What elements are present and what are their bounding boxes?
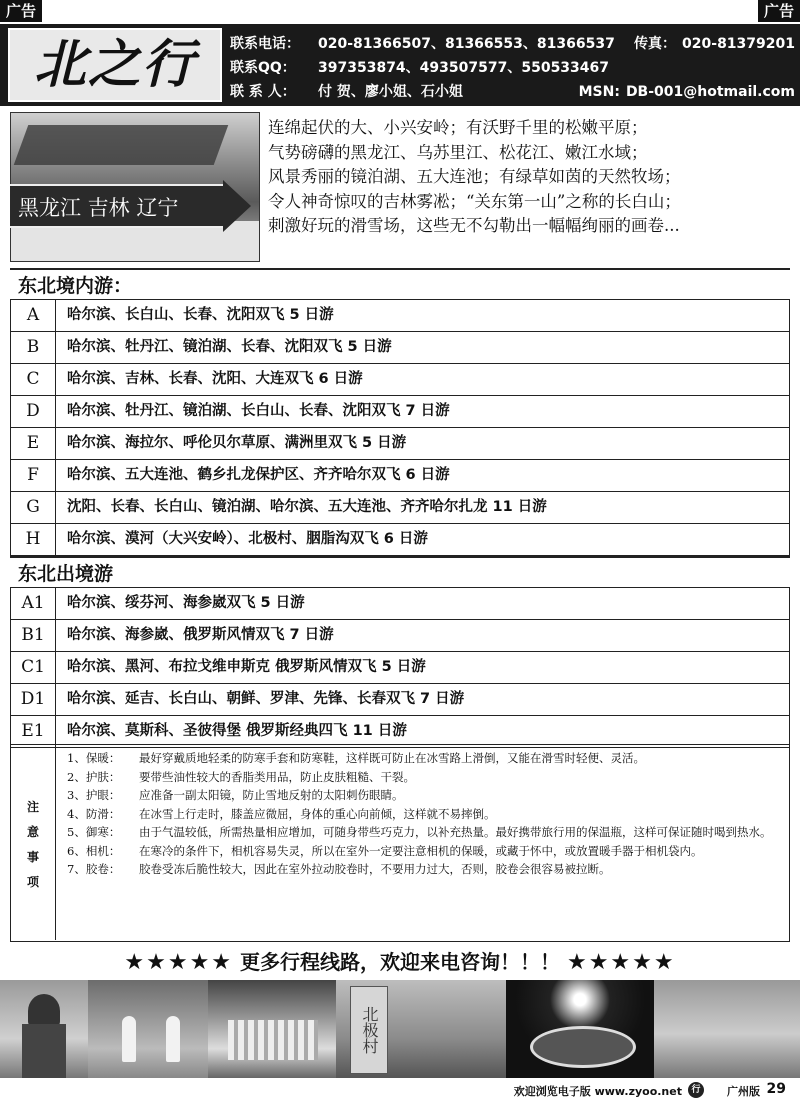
intro-line: 风景秀丽的镜泊湖、五大连池；有绿草如茵的天然牧场； [268, 167, 681, 186]
qq-value: 397353874、493507577、550533467 [318, 60, 610, 76]
person-value: 付 贺、廖小姐、石小姐 [318, 84, 463, 100]
note-item [67, 768, 783, 787]
route-code: A [11, 300, 56, 331]
route-row [11, 428, 789, 460]
note-text: 在冰雪上行走时，膝盖应微屈，身体的重心向前倾，这样就不易摔倒。 [139, 806, 496, 821]
route-code: C [11, 364, 56, 395]
note-item [67, 823, 783, 842]
route-row [11, 684, 789, 716]
route-code: B1 [11, 620, 56, 651]
abroad-section-title: 东北出境游 [10, 556, 790, 588]
note-item [67, 842, 783, 861]
route-row [11, 300, 789, 332]
fax-value: 020-81379201 [682, 36, 795, 52]
note-text: 最好穿戴质地轻柔的防寒手套和防寒鞋，这样既可防止在冰雪路上滑倒，又能在滑雪时轻便、灵活。 [139, 751, 645, 765]
photo-gallery [0, 980, 800, 1078]
route-desc: 哈尔滨、吉林、长春、沈阳、大连双飞 6 日游 [67, 371, 363, 387]
route-code: D [11, 396, 56, 427]
crane-bird [122, 1016, 136, 1062]
north-village-stone: 北极村 [350, 986, 388, 1074]
route-code: F [11, 460, 56, 491]
msn-group [579, 80, 795, 104]
notes-label [11, 745, 56, 940]
route-row [11, 332, 789, 364]
note-label: 6、相机： [67, 843, 121, 858]
msn-value: DB-001@hotmail.com [625, 84, 795, 100]
notes-label-char: 意 [26, 825, 39, 839]
contact-line-person [230, 80, 795, 104]
route-desc: 哈尔滨、海参崴、俄罗斯风情双飞 7 日游 [67, 627, 334, 643]
route-desc: 哈尔滨、莫斯科、圣彼得堡 俄罗斯经典四飞 11 日游 [67, 723, 407, 739]
cathedral-tower [22, 1024, 66, 1078]
intro-photo-roof [14, 125, 229, 165]
note-item [67, 749, 783, 768]
phone-label: 联系电话： [230, 36, 300, 52]
cta-text: 更多行程线路，欢迎来电咨询！！！ [240, 950, 560, 974]
route-row [11, 396, 789, 428]
notes-box [10, 744, 790, 942]
page-footer [0, 1080, 800, 1100]
arrow-head-icon [223, 180, 251, 232]
route-code: E1 [11, 716, 56, 747]
crater-lake [530, 1026, 636, 1068]
route-row [11, 492, 789, 524]
note-label: 1、保暖： [67, 751, 121, 765]
note-label: 4、防滑： [67, 806, 121, 821]
note-item [67, 860, 783, 879]
note-label: 2、护肤： [67, 769, 121, 784]
brand-logo: 北之行 [8, 28, 222, 102]
note-text: 应准备一副太阳镜，防止雪地反射的太阳刺伤眼睛。 [139, 788, 404, 802]
route-code: C1 [11, 652, 56, 683]
note-text: 在寒冷的条件下，相机容易失灵，所以在室外一定要注意相机的保暖，或藏于怀中，或放置暖手器于相机袋内。 [139, 843, 703, 858]
intro-line: 刺激好玩的滑雪场，这些无不勾勒出一幅幅绚丽的画卷... [268, 216, 680, 235]
msn-label: MSN: [578, 84, 620, 100]
route-row [11, 460, 789, 492]
call-to-action [10, 946, 790, 978]
note-text: 由于气温较低，所需热量相应增加，可随身带些巧克力，以补充热量。最好携带旅行用的保温瓶，这样可保证随时喝到热水。 [139, 825, 772, 839]
route-desc: 哈尔滨、延吉、长白山、朝鲜、罗津、先锋、长春双飞 7 日游 [67, 691, 465, 707]
note-text: 胶卷受冻后脆性较大，因此在室外拉动胶卷时，不要用力过大，否则，胶卷会很容易被拉断。 [139, 862, 611, 876]
route-desc: 哈尔滨、海拉尔、呼伦贝尔草原、满洲里双飞 5 日游 [67, 435, 407, 451]
route-code: B [11, 332, 56, 363]
header-bar [0, 24, 800, 106]
crane-photo [88, 980, 208, 1078]
intro-text [268, 116, 790, 239]
footer-edition: 广州版 [727, 1085, 760, 1098]
route-row [11, 652, 789, 684]
intro-section [10, 112, 790, 264]
footer-browse: 欢迎浏览电子版 www.zyoo.net [513, 1085, 682, 1098]
domestic-routes-table [10, 300, 790, 556]
route-code: D1 [11, 684, 56, 715]
note-text: 要带些油性较大的香脂类用品，防止皮肤粗糙、干裂。 [139, 769, 415, 784]
note-label: 7、胶卷： [67, 862, 121, 876]
notes-label-char: 注 [26, 800, 39, 814]
intro-line: 令人神奇惊叹的吉林雾凇；“关东第一山”之称的长白山； [268, 191, 681, 211]
person-label: 联 系 人： [230, 84, 296, 100]
north-village-photo [336, 980, 506, 1078]
route-desc: 哈尔滨、漠河（大兴安岭）、北极村、胭脂沟双飞 6 日游 [67, 531, 428, 547]
region-banner: 黑龙江 吉林 辽宁 [10, 184, 225, 228]
route-row [11, 588, 789, 620]
route-desc: 哈尔滨、五大连池、鹤乡扎龙保护区、齐齐哈尔双飞 6 日游 [67, 467, 450, 483]
page-number: 29 [766, 1081, 786, 1097]
crane-bird [166, 1016, 180, 1062]
note-item [67, 805, 783, 824]
contact-line-phone [230, 32, 795, 56]
contact-info [230, 32, 795, 104]
ad-label-left: 广告 [0, 0, 42, 22]
note-label: 3、护眼： [67, 788, 121, 802]
route-code: E [11, 428, 56, 459]
route-desc: 哈尔滨、牡丹江、镜泊湖、长春、沈阳双飞 5 日游 [67, 339, 392, 355]
route-code: G [11, 492, 56, 523]
domestic-section-title: 东北境内游： [10, 268, 790, 300]
route-desc: 哈尔滨、绥芬河、海参崴双飞 5 日游 [67, 595, 305, 611]
fax-group [634, 32, 795, 56]
route-row [11, 524, 789, 555]
route-code: H [11, 524, 56, 555]
ad-label-right: 广告 [758, 0, 800, 22]
notes-list [67, 749, 783, 879]
phone-value: 020-81366507、81366553、81366537 [318, 36, 615, 52]
notes-label-char: 事 [26, 850, 39, 864]
publisher-logo-icon: 行 [688, 1082, 704, 1098]
route-row [11, 364, 789, 396]
grassland-photo [654, 980, 800, 1078]
route-row [11, 716, 789, 747]
intro-line: 连绵起伏的大、小兴安岭；有沃野千里的松嫩平原； [268, 118, 648, 137]
route-row [11, 620, 789, 652]
star-icons-right: ★★★★★ [566, 950, 676, 975]
abroad-routes-table [10, 588, 790, 748]
note-label: 5、御寒： [67, 825, 121, 839]
cathedral-dome [28, 994, 60, 1028]
route-desc: 哈尔滨、黑河、布拉戈维申斯克 俄罗斯风情双飞 5 日游 [67, 659, 426, 675]
route-desc: 哈尔滨、牡丹江、镜泊湖、长白山、长春、沈阳双飞 7 日游 [67, 403, 450, 419]
route-desc: 哈尔滨、长白山、长春、沈阳双飞 5 日游 [67, 307, 334, 323]
route-desc: 沈阳、长春、长白山、镜泊湖、哈尔滨、五大连池、齐齐哈尔扎龙 11 日游 [67, 499, 547, 515]
route-code: A1 [11, 588, 56, 619]
note-item [67, 786, 783, 805]
star-icons-left: ★★★★★ [124, 950, 234, 975]
crater-lake-photo [506, 980, 654, 1078]
intro-line: 气势磅礴的黑龙江、乌苏里江、松花江、嫩江水域； [268, 142, 648, 162]
notes-label-char: 项 [26, 875, 39, 889]
cathedral-photo [0, 980, 88, 1078]
contact-line-qq [230, 56, 795, 80]
fax-label: 传真： [634, 36, 677, 52]
qq-label: 联系QQ： [230, 60, 296, 76]
waterfall-photo [208, 980, 336, 1078]
waterfall [228, 1020, 318, 1060]
